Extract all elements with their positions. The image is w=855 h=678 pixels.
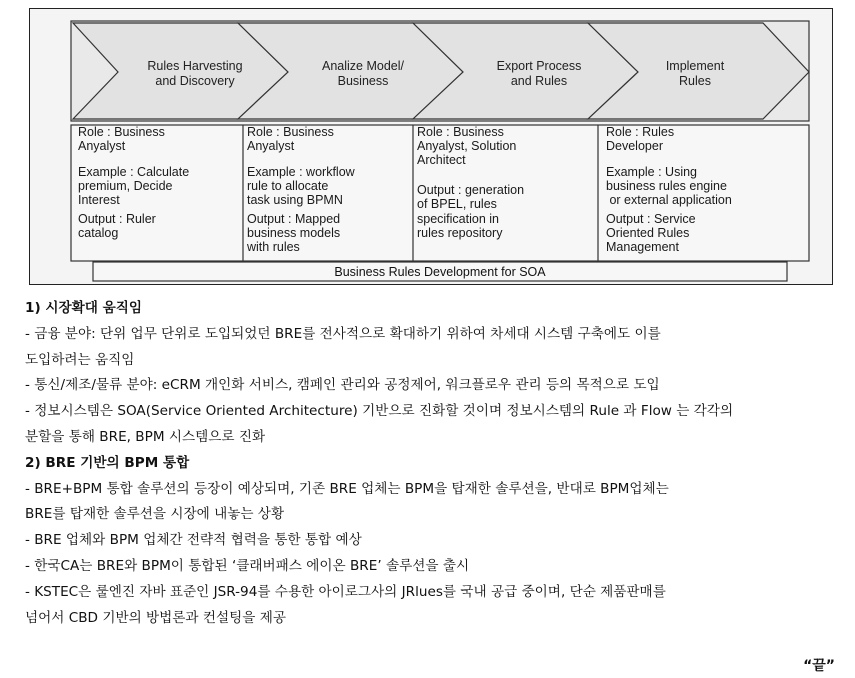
col4-output-1: Output : Service (606, 212, 696, 226)
stage-2-line2: Business (337, 74, 389, 88)
stage-1-line1: Rules Harvesting (147, 59, 243, 73)
stage-4-line1: Implement (665, 59, 725, 73)
col2-output-3: with rules (247, 240, 300, 254)
col2-output-1: Output : Mapped (247, 212, 341, 226)
section2-para4-line2: 넘어서 CBD 기반의 방법론과 컨설팅을 제공 (25, 609, 286, 626)
col1-example-1: Example : Calculate (78, 165, 190, 179)
end-mark: “끝” (803, 658, 835, 674)
stage-1-line2: and Discovery (155, 74, 235, 88)
col2-example-3: task using BPMN (247, 193, 343, 207)
col3-output-1: Output : generation (417, 183, 525, 197)
col1-output-2: catalog (78, 226, 119, 240)
col2-role-2: Anyalyst (247, 139, 295, 153)
col1-role-2: Anyalyst (78, 139, 126, 153)
section2-para3: - 한국CA는 BRE와 BPM이 통합된 ‘클래버패스 에이온 BRE’ 솔루션을 출시 (25, 557, 470, 574)
figure-frame (29, 8, 833, 285)
section2-para2: - BRE 업체와 BPM 업체간 전략적 협력을 통한 통합 예상 (25, 532, 362, 549)
col2-output-2: business models (247, 226, 341, 240)
col3-role-3: Architect (417, 153, 466, 167)
col4-output-3: Management (606, 240, 679, 254)
stage-3-line2: and Rules (510, 74, 568, 88)
col4-output-2: Oriented Rules (606, 226, 690, 240)
col4-role-2: Developer (606, 139, 663, 153)
section2-para1-line1: - BRE+BPM 통합 솔루션의 등장이 예상되며, 기존 BRE 업체는 BPM을 탑재한 솔루션을, 반대로 BPM업체는 (25, 480, 669, 497)
col4-example-3: or external application (606, 193, 732, 207)
col4-role-1: Role : Rules (606, 125, 675, 139)
stage-2-line1: Analize Model/ (322, 59, 404, 73)
col3-output-3: specification in (417, 212, 499, 226)
section1-para1-line2: 도입하려는 움직임 (25, 351, 135, 368)
stage-4-line2: Rules (679, 74, 711, 88)
section1-para3-line2: 분할을 통해 BRE, BPM 시스템으로 진화 (25, 428, 266, 445)
section1-para1-line1: - 금융 분야: 단위 업무 단위로 도입되었던 BRE를 전사적으로 확대하기 위하여 차세대 시스템 구축에도 이를 (25, 325, 661, 342)
col2-example-2: rule to allocate (247, 179, 329, 193)
col2-example-1: Example : workflow (247, 165, 355, 179)
col3-output-4: rules repository (417, 226, 503, 240)
col1-role-1: Role : Business (78, 125, 165, 139)
document-body (25, 296, 840, 631)
col3-role-2: Anyalyst, Solution (417, 139, 517, 153)
col1-example-2: premium, Decide (78, 179, 173, 193)
col1-example-3: Interest (78, 193, 120, 207)
section2-para1-line2: BRE를 탑재한 솔루션을 시장에 내놓는 상황 (25, 506, 285, 523)
section1-para2: - 통신/제조/물류 분야: eCRM 개인화 서비스, 캠페인 관리와 공정제어, 워크플로우 관리 등의 목적으로 도입 (25, 377, 660, 394)
section2-para4-line1: - KSTEC은 룰엔진 자바 표준인 JSR-94를 수용한 아이로그사의 JRlues를 국내 공급 중이며, 단순 제품판매를 (25, 583, 666, 600)
col1-output-1: Output : Ruler (78, 212, 156, 226)
col4-example-1: Example : Using (606, 165, 698, 179)
section2-title: 2) BRE 기반의 BPM 통합 (25, 454, 190, 471)
section1-title: 1) 시장확대 움직임 (25, 300, 143, 316)
col2-role-1: Role : Business (247, 125, 334, 139)
section1-para3-line1: - 정보시스템은 SOA(Service Oriented Architecture) 기반으로 진화할 것이며 정보시스템의 Rule 과 Flow 는 각각의 (25, 403, 734, 420)
process-diagram (63, 15, 839, 283)
stage-3-line1: Export Process (496, 59, 582, 73)
col3-role-1: Role : Business (417, 125, 504, 139)
figure-caption: Business Rules Development for SOA (334, 265, 546, 279)
col3-output-2: of BPEL, rules (417, 197, 497, 211)
col4-example-2: business rules engine (606, 179, 727, 193)
